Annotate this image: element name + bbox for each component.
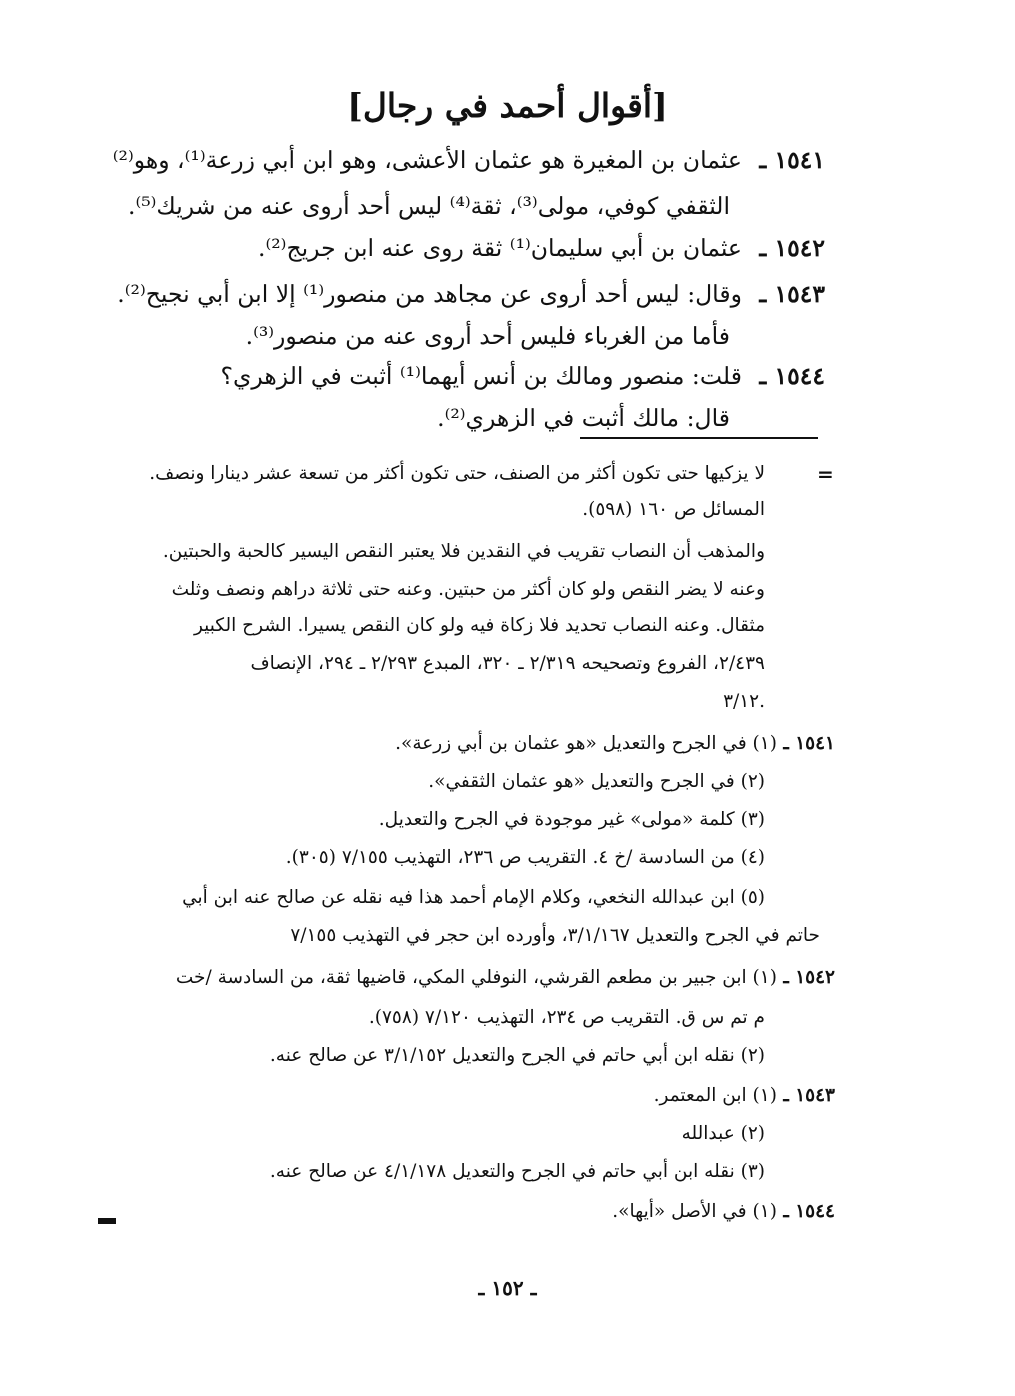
entry-1542 [258,234,825,262]
page-number: ـ ١٥٢ ـ [478,1276,537,1300]
footnote-continued-line: وعنه لا يضر النقص ولو كان أكثر من حبتين. وعنه حتى ثلاثة دراهم ونصف وثلث [171,579,765,600]
footnote-line: (٢) نقله ابن أبي حاتم في الجرح والتعديل ٣/١/١٥٢ عن صالح عنه. [269,1045,765,1066]
entry-text: عثمان بن أبي سليمان⁽¹⁾ ثقة روى عنه ابن جريج⁽²⁾. [258,234,742,262]
footnote-text: (١) ابن جبير بن مطعم القرشي، النوفلي المكي، قاضيها ثقة، من السادسة /خت [175,967,777,988]
footnote-continued-line: لا يزكيها حتى تكون أكثر من الصنف، حتى تكون أكثر من تسعة عشر دينارا ونصف. [149,463,765,484]
footnote-line: (٢) في الجرح والتعديل «هو عثمان الثقفي». [428,771,765,792]
footnote-group-1544 [612,1200,835,1223]
footnote-group-1541 [395,732,835,755]
entry-number: ١٥٤٤ ـ [759,362,825,390]
footnote-continued-line: مثقال. وعنه النصاب تحديد فلا زكاة فيه ولو كان النقص يسيرا. الشرح الكبير [193,615,765,636]
footnote-line: (٢) عبدالله [681,1123,765,1144]
footnote-continued-line: والمذهب أن النصاب تقريب في النقدين فلا يعتبر النقص اليسير كالحبة والحبتين. [162,541,765,562]
footnote-text: (١) في الجرح والتعديل «هو عثمان بن أبي زرعة». [395,733,777,754]
entry-1543-line-1 [117,280,825,308]
footnote-line: (٤) من السادسة /خ ٤. التقريب ص ٢٣٦، التهذيب ٧/١٥٥ (٣٠٥). [285,847,765,868]
entry-text: الثقفي كوفي، مولى⁽³⁾، ثقة⁽⁴⁾ ليس أحد أروى عنه من شريك⁽⁵⁾. [127,192,730,220]
entry-1541-line-2 [128,192,730,220]
footnote-line: (٣) نقله ابن أبي حاتم في الجرح والتعديل ٤/١/١٧٨ عن صالح عنه. [269,1161,765,1182]
entry-number: ١٥٤٣ ـ [759,280,825,308]
entry-text: فأما من الغرباء فليس أحد أروى عنه من منصور⁽³⁾. [245,322,730,350]
entry-1544-line-1 [221,362,825,390]
footnote-continued-line: المسائل ص ١٦٠ (٥٩٨). [582,499,765,520]
continued-dash-mark [98,1218,116,1224]
entry-1543-line-2 [246,322,730,350]
entry-1541-line-1 [113,146,825,174]
footnote-group-1542 [176,966,835,989]
entry-text: قلت: منصور ومالك بن أنس أيهما⁽¹⁾ أثبت في الزهري؟ [220,362,742,390]
footnote-line: (٥) ابن عبدالله النخعي، وكلام الإمام أحمد هذا فيه نقله عن صالح عنه ابن أبي [182,887,765,908]
footnote-line: م تم س ق. التقريب ص ٢٣٤، التهذيب ٧/١٢٠ (٧٥٨). [368,1007,765,1028]
entry-number: ١٥٤٢ ـ [759,234,825,262]
entry-text: وقال: ليس أحد أروى عن مجاهد من منصور⁽¹⁾ إلا ابن أبي نجيح⁽²⁾. [117,280,742,308]
footnote-group-number: ١٥٤٢ ـ [783,967,835,988]
entry-text: عثمان بن المغيرة هو عثمان الأعشى، وهو ابن أبي زرعة⁽¹⁾، وهو⁽²⁾ [112,146,742,174]
section-title: [أقوال أحمد في رجال] [347,86,668,125]
footnote-continued-line: ٢/٤٣٩، الفروع وتصحيحه ٢/٣١٩ ـ ٣٢٠، المبدع ٢/٢٩٣ ـ ٢٩٤، الإنصاف [250,653,765,674]
entry-number: ١٥٤١ ـ [759,146,825,174]
footnote-separator [580,437,818,439]
footnote-line: (٣) كلمة «مولى» غير موجودة في الجرح والتعديل. [378,809,765,830]
footnote-group-number: ١٥٤٣ ـ [783,1085,835,1106]
entry-text: قال: مالك أثبت في الزهري⁽²⁾. [437,404,730,432]
entry-1544-line-2 [437,404,730,432]
footnote-group-number: ١٥٤١ ـ [783,733,835,754]
footnote-line: حاتم في الجرح والتعديل ٣/١/١٦٧، وأورده ابن حجر في التهذيب ٧/١٥٥ [290,925,820,946]
footnote-text: (١) ابن المعتمر. [653,1085,777,1106]
footnote-group-1543 [654,1084,835,1107]
footnote-text: (١) في الأصل «أيها». [612,1201,777,1222]
continuation-mark: = [817,462,834,486]
footnote-group-number: ١٥٤٤ ـ [783,1201,835,1222]
footnote-continued-line: ٣/١٢. [723,691,765,712]
